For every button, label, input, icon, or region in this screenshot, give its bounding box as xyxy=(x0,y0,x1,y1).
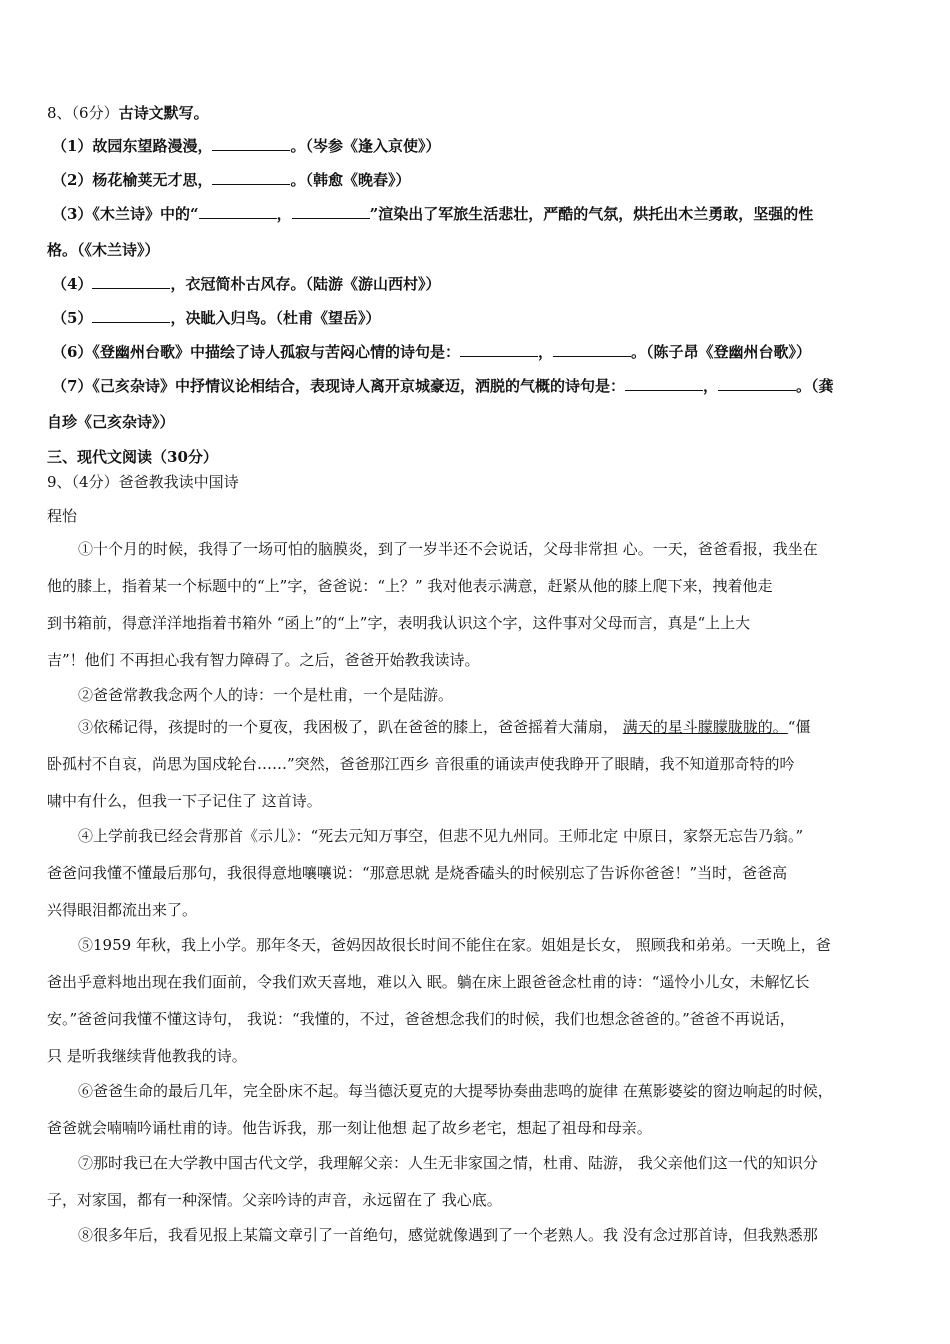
q9-author: 程怡 xyxy=(47,507,78,525)
para-4-line-3: 兴得眼泪都流出来了。 xyxy=(47,901,198,919)
answer-blank[interactable] xyxy=(460,342,538,357)
q8-item-3 xyxy=(52,203,813,225)
answer-blank[interactable] xyxy=(212,170,290,185)
q8-item-4-text: ，衣冠简朴古风存。（陆游《游山西村》） xyxy=(170,275,441,293)
q8-item-5-num: （5） xyxy=(52,309,93,327)
q8-item-3-text: （3）《木兰诗》中的“ xyxy=(52,205,199,223)
para-4-line-1: ④上学前我已经会背那首《示儿》：“死去元知万事空，但悲不见九州同。王师北定 中原日，家祭无忘告乃翁。” xyxy=(78,827,804,845)
q8-item-3-rest: ”渲染出了军旅生活悲壮，严酷的气氛，烘托出木兰勇敢，坚强的性 xyxy=(369,205,814,223)
q8-header: 8、（6分） xyxy=(47,104,119,122)
answer-blank[interactable] xyxy=(92,308,170,323)
para-3-line-3: 啸中有什么，但我一下子记住了 这首诗。 xyxy=(47,792,322,810)
para-1-line-2: 他的膝上，指着某一个标题中的“上”字，爸爸说：“上？” 我对他表示满意，赶紧从他的膝上爬下来，拽着他走 xyxy=(47,577,773,595)
para-5-line-3: 安。”爸爸问我懂不懂这诗句， 我说：“我懂的，不过，爸爸想念我们的时候，我们也想念爸爸的。”爸爸不再说话， xyxy=(47,1010,795,1028)
para-4-line-2: 爸爸问我懂不懂最后那句，我很得意地嚷嚷说：“那意思就 是烧香磕头的时候别忘了告诉你爸爸！”当时，爸爸高 xyxy=(47,864,788,882)
q8-item-2 xyxy=(52,169,410,191)
underlined-sentence: 满天的星斗朦朦胧胧的。 xyxy=(622,718,788,736)
para-6-line-2: 爸爸就会喃喃吟诵杜甫的诗。他告诉我，那一刻让他想 起了故乡老宅，想起了祖母和母亲。 xyxy=(47,1119,652,1137)
q8-item-3-comma: ， xyxy=(276,205,292,223)
q8-item-7-cont xyxy=(47,411,175,433)
answer-blank[interactable] xyxy=(718,376,796,391)
q8-item-7 xyxy=(52,375,833,397)
q8-item-7-comma: ， xyxy=(702,377,718,395)
para-8-line-1: ⑧很多年后，我看见报上某篇文章引了一首绝句，感觉就像遇到了一个老熟人。我 没有念过那首诗，但我熟悉那 xyxy=(78,1226,818,1244)
para-1-line-3: 到书箱前，得意洋洋地指着书箱外 “函上”的“上”字，表明我认识这个字，这件事对父母而言，真是“上上大 xyxy=(47,614,751,632)
para-5-line-4: 只 是听我继续背他教我的诗。 xyxy=(47,1047,247,1065)
answer-blank[interactable] xyxy=(625,376,703,391)
answer-blank[interactable] xyxy=(212,136,290,151)
q8-item-1-text: （1）故园东望路漫漫， xyxy=(52,137,213,155)
q8-item-4 xyxy=(52,273,440,295)
para-5-line-2: 爸出乎意料地出现在我们面前，令我们欢天喜地，难以入 眠。躺在床上跟爸爸念杜甫的诗：“遥怜小儿女，未解忆长 xyxy=(47,973,810,991)
answer-blank[interactable] xyxy=(92,274,170,289)
q8-item-5-text: ，决眦入归鸟。（杜甫《望岳》） xyxy=(170,309,381,327)
q8-item-2-source: 。（韩愈《晚春》） xyxy=(290,171,411,189)
q8-item-6-comma: ， xyxy=(537,343,553,361)
para-2-line-1: ②爸爸常教我念两个人的诗：一个是杜甫，一个是陆游。 xyxy=(78,686,454,704)
q8-item-1 xyxy=(52,135,440,157)
q8-item-7-source: 自珍《己亥杂诗》） xyxy=(47,413,175,431)
q8-title: 古诗文默写。 xyxy=(118,104,209,122)
para-6-line-1: ⑥爸爸生命的最后几年，完全卧床不起。每当德沃夏克的大提琴协奏曲悲鸣的旋律 在蕉影婆娑的窗边响起的时候， xyxy=(78,1082,833,1100)
q8-item-5 xyxy=(52,307,380,329)
q8-item-6 xyxy=(52,341,811,363)
para-3-quote-start: “僵 xyxy=(787,718,811,736)
para-1-line-1: ①十个月的时候，我得了一场可怕的脑膜炎，到了一岁半还不会说话，父母非常担 心。一天，爸爸看报，我坐在 xyxy=(78,540,818,558)
answer-blank[interactable] xyxy=(553,342,631,357)
section-3-heading: 三、现代文阅读（30分） xyxy=(47,448,218,466)
para-5-line-1: ⑤1959 年秋，我上小学。那年冬天，爸妈因故很长时间不能住在家。姐姐是长女， 照顾我和弟弟。一天晚上，爸 xyxy=(78,936,831,954)
para-3-text: ③依稀记得，孩提时的一个夏夜，我困极了，趴在爸爸的膝上，爸爸摇着大蒲扇， xyxy=(78,718,623,736)
para-7-line-1: ⑦那时我已在大学教中国古代文学，我理解父亲：人生无非家国之情，杜甫、陆游， 我父亲他们这一代的知识分 xyxy=(78,1154,818,1172)
q8-title-line xyxy=(47,102,209,124)
para-1-line-4: 吉”！他们 不再担心我有智力障碍了。之后，爸爸开始教我读诗。 xyxy=(47,651,480,669)
q8-item-7-text: （7）《己亥杂诗》中抒情议论相结合，表现诗人离开京城豪迈，洒脱的气概的诗句是： xyxy=(52,377,625,395)
q8-item-3-cont xyxy=(47,239,160,261)
q9-header: 9、（4分）爸爸教我读中国诗 xyxy=(47,473,239,491)
q8-item-7-rest: 。（龚 xyxy=(795,377,834,395)
para-3-line-2: 卧孤村不自哀，尚思为国戍轮台……”突然，爸爸那江西乡 音很重的诵读声使我睁开了眼睛，我不知道那奇特的吟 xyxy=(47,755,795,773)
q8-item-6-text: （6）《登幽州台歌》中描绘了诗人孤寂与苦闷心情的诗句是： xyxy=(52,343,460,361)
q8-item-2-text: （2）杨花榆荚无才思， xyxy=(52,171,213,189)
para-7-line-2: 子，对家国，都有一种深情。父亲吟诗的声音，永远留在了 我心底。 xyxy=(47,1191,502,1209)
answer-blank[interactable] xyxy=(199,204,277,219)
answer-blank[interactable] xyxy=(292,204,370,219)
para-3-line-1 xyxy=(78,716,810,738)
q8-item-3-source: 格。（《木兰诗》） xyxy=(47,241,160,259)
q8-item-1-source: 。（岑参《逢入京使》） xyxy=(290,137,441,155)
q8-item-4-num: （4） xyxy=(52,275,93,293)
q8-item-6-source: 。（陈子昂《登幽州台歌》） xyxy=(630,343,811,361)
